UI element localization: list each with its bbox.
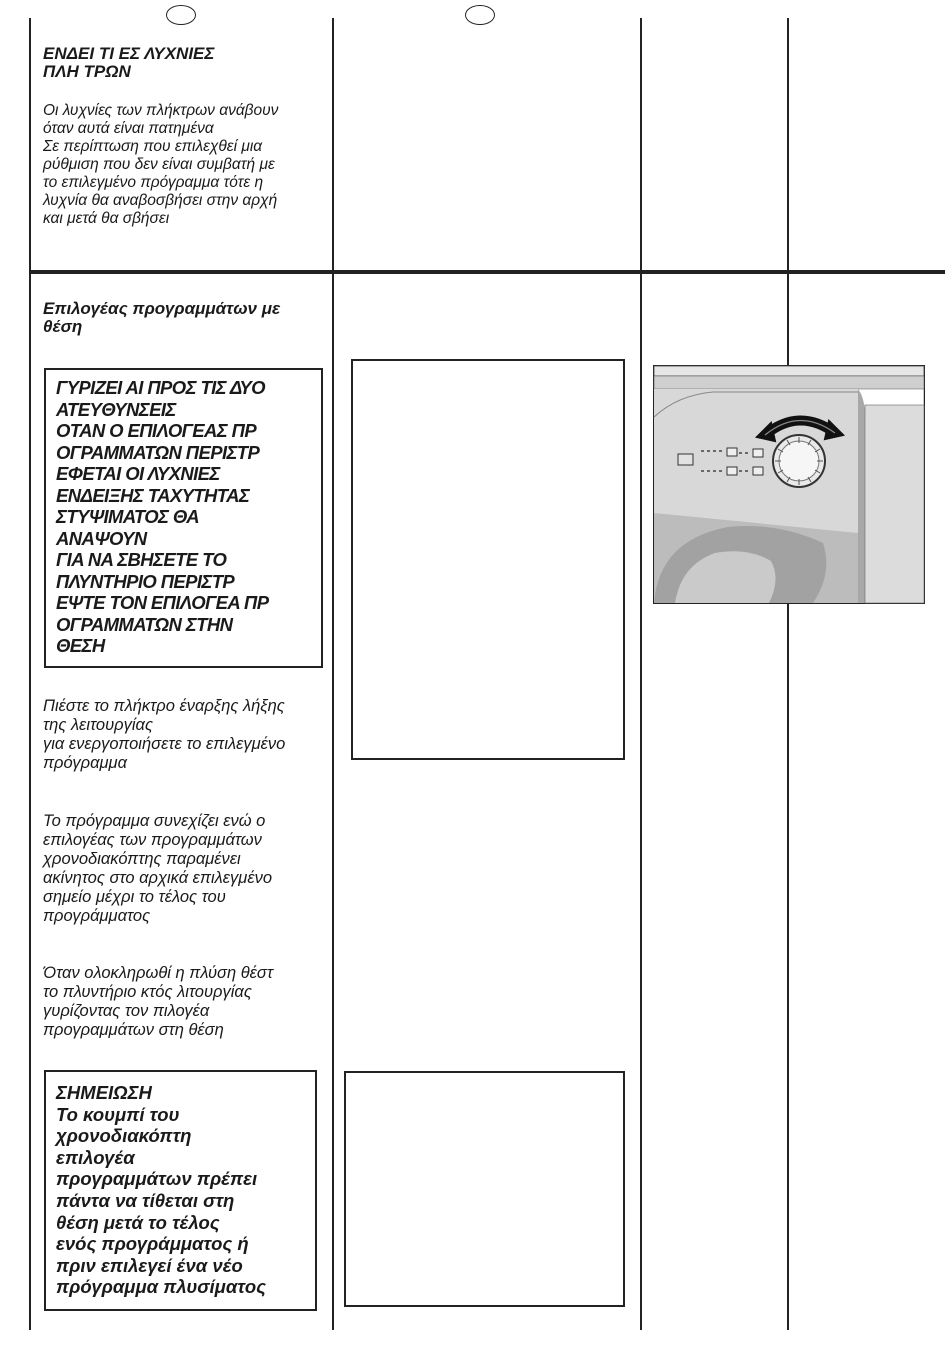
- program-continues-paragraph: Το πρόγραμμα συνεχίζει ενώ ο επιλογέας των προγραμμάτων χρονοδιακόπτης παραμένει ακίνητος στο αρχικά επιλεγμένο σημείο μέχρι το τέλος του προγράμματος: [43, 812, 272, 925]
- column-divider-3: [640, 18, 642, 1330]
- start-instruction-paragraph: Πιέστε το πλήκτρο έναρξης λήξης της λειτουργίας για ενεργοποιήσετε το επιλεγμένο πρόγραμμα: [43, 697, 286, 772]
- warning-box-text: ΓΥΡΙΖΕΙ ΑΙ ΠΡΟΣ ΤΙΣ ΔΥΟ ΑΤΕΥΘΥΝΣΕΙΣ ΟΤΑΝ Ο ΕΠΙΛΟΓΕΑΣ ΠΡ ΟΓΡΑΜΜΑΤΩΝ ΠΕΡΙΣΤΡ ΕΦΕΤΑΙ ΟΙ ΛΥΧΝΙΕΣ ΕΝΔΕΙΞΗΣ ΤΑΧΥΤΗΤΑΣ ΣΤΥΨΙΜΑΤΟΣ ΘΑ ΑΝΑΨΟΥΝ ΓΙΑ ΝΑ ΣΒΗΣΕΤΕ ΤΟ ΠΛΥΝΤΗΡΙΟ ΠΕΡΙΣΤΡ ΕΨΤΕ ΤΟΝ ΕΠΙΛΟΓΕΑ ΠΡ ΟΓΡΑΜΜΑΤΩΝ ΣΤΗΝ ΘΕΣΗ: [56, 377, 269, 656]
- washing-machine-selector-knob-illustration-icon: [653, 365, 925, 604]
- washing-machine-selector-illustration: [653, 365, 925, 604]
- indicator-lights-heading: ΕΝΔΕΙ ΤΙ ΕΣ ΛΥΧΝΙΕΣ ΠΛΗ ΤΡΩΝ: [43, 44, 215, 81]
- note-box: [44, 1070, 317, 1311]
- language-marker-circle-right: [465, 5, 495, 25]
- selector-heading: Επιλογέας προγραμμάτων με θέση: [43, 299, 281, 336]
- note-box-text: ΣΗΜΕΙΩΣΗ Το κουμπί του χρονοδιακόπτη επιλογέα προγραμμάτων πρέπει πάντα να τίθεται στη θέση μετά το τέλος ενός προγράμματος ή πριν επιλεγεί ένα νέο πρόγραμμα πλυσίματος: [56, 1082, 267, 1298]
- column-divider-4: [787, 18, 789, 1330]
- wash-complete-paragraph: Όταν ολοκληρωθί η πλύση θέστ το πλυντήριο κτός λιτουργίας γυρίζοντας τον πιλογέα προγραμμάτων στη θέση: [43, 964, 274, 1039]
- column-divider-1: [29, 18, 31, 1330]
- language-marker-circle-left: [166, 5, 196, 25]
- empty-translation-box-2: [344, 1071, 625, 1307]
- section-divider: [29, 270, 945, 274]
- indicator-lights-body: Οι λυχνίες των πλήκτρων ανάβουν όταν αυτά είναι πατημένα Σε περίπτωση που επιλεχθεί μια ρύθμιση που δεν είναι συμβατή με το επιλεγμένο πρόγραμμα τότε η λυχνία θα αναβοσβήσει στην αρχή και μετά θα σβήσει: [43, 102, 279, 227]
- warning-box: [44, 368, 323, 668]
- column-divider-2: [332, 18, 334, 1330]
- empty-translation-box-1: [351, 359, 625, 760]
